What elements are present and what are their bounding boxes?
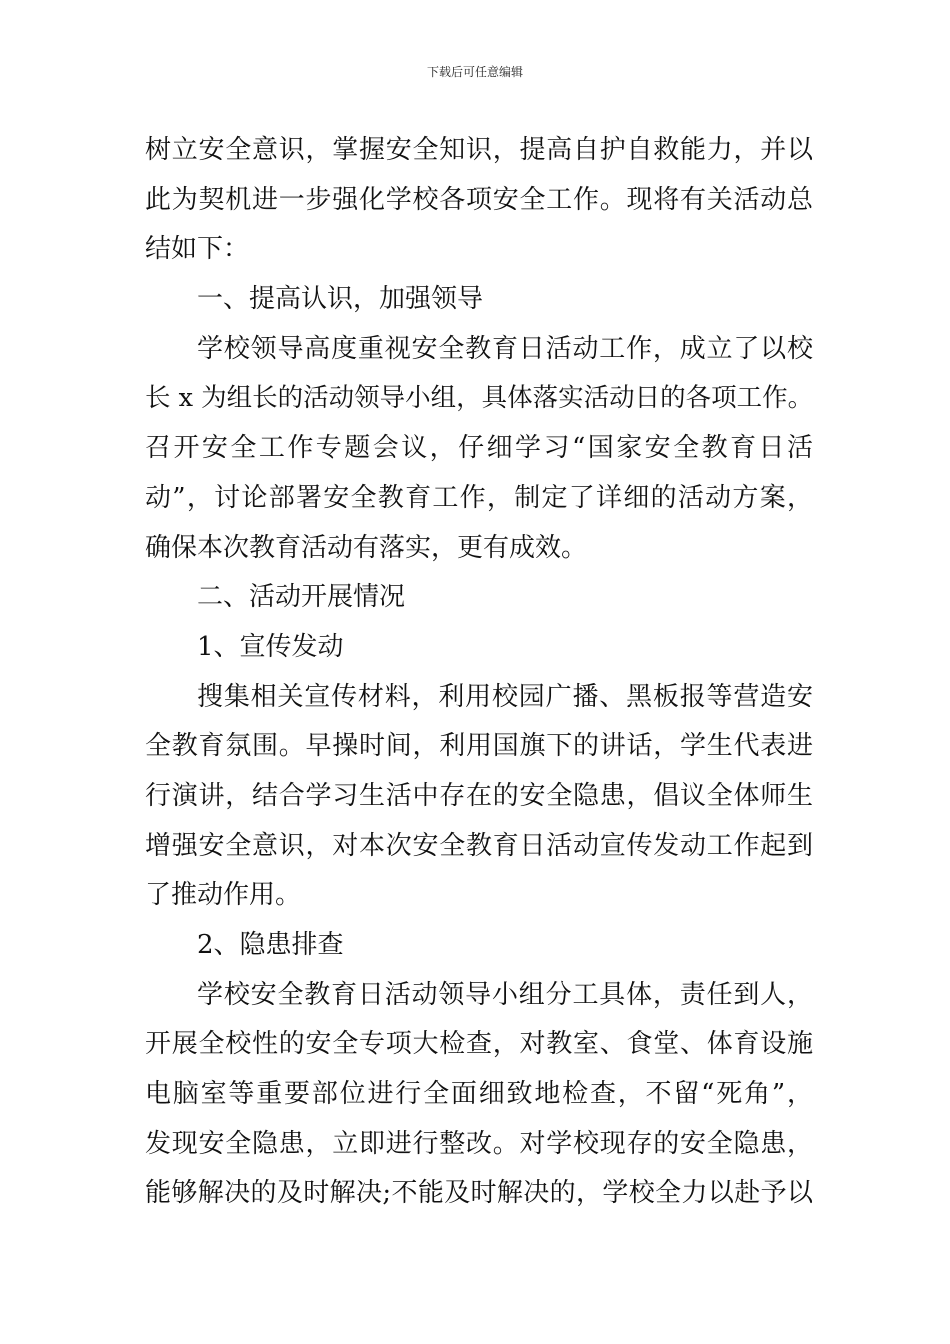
- text-line: 此为契机进一步强化学校各项安全工作。现将有关活动总: [145, 184, 813, 215]
- text-line: 发现安全隐患，立即进行整改。对学校现存的安全隐患，: [145, 1128, 813, 1159]
- text-line: 2、隐患排查: [197, 930, 344, 960]
- text-line: 二、活动开展情况: [197, 582, 406, 613]
- text-line: 召开安全工作专题会议，仔细学习“国家安全教育日活: [145, 433, 813, 464]
- text-line: 一、提高认识，加强领导: [197, 284, 484, 315]
- text-line: 开展全校性的安全专项大检查，对教室、食堂、体育设施: [145, 1029, 813, 1060]
- text-line: 结如下：: [145, 234, 250, 265]
- text-line: 增强安全意识，对本次安全教育日活动宣传发动工作起到: [145, 830, 813, 861]
- text-line: 树立安全意识，掌握安全知识，提高自护自救能力，并以: [145, 135, 813, 165]
- text-line: 能够解决的及时解决;不能及时解决的，学校全力以赴予以: [145, 1178, 813, 1209]
- text-line: 学校领导高度重视安全教育日活动工作，成立了以校: [197, 333, 813, 364]
- text-line: 行演讲，结合学习生活中存在的安全隐患，倡议全体师生: [145, 780, 813, 811]
- text-line: 学校安全教育日活动领导小组分工具体，责任到人，: [197, 979, 813, 1010]
- text-line: 动”，讨论部署安全教育工作，制定了详细的活动方案，: [145, 482, 813, 513]
- body-text: [145, 126, 813, 1219]
- text-line: 电脑室等重要部位进行全面细致地检查，不留“死角”，: [145, 1079, 813, 1110]
- text-line: 搜集相关宣传材料，利用校园广播、黑板报等营造安: [197, 681, 813, 712]
- text-line: 确保本次教育活动有落实，更有成效。: [145, 532, 588, 563]
- text-line: 了推动作用。: [145, 880, 302, 911]
- text-line: 全教育氛围。早操时间，利用国旗下的讲话，学生代表进: [145, 731, 813, 762]
- text-line: 长 x 为组长的活动领导小组，具体落实活动日的各项工作。: [145, 383, 814, 414]
- text-line: 1、宣传发动: [197, 631, 344, 662]
- page-header: 下载后可任意编辑: [426, 65, 523, 79]
